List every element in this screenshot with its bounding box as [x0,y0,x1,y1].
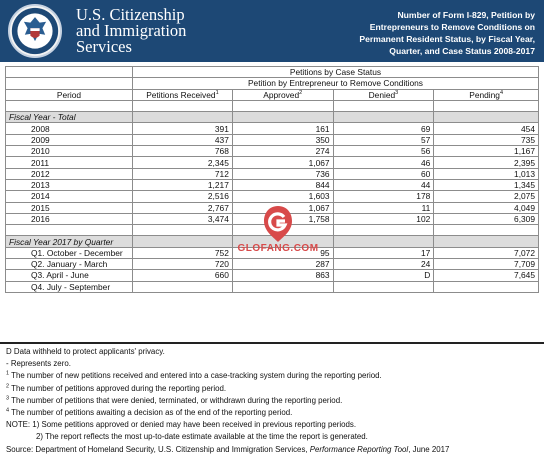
source-text: Source: Department of Homeland Security, U.S. Citizenship and Immigration Services, [6,444,310,454]
footnote-2 [6,383,540,395]
table-row [6,179,539,190]
report-title-line: Entrepreneurs to Remove Conditions on [369,22,535,32]
spacer-cell [434,100,539,111]
footnote-text: The number of petitions approved during the reporting period. [11,383,227,393]
footnote-text: The number of petitions awaiting a decision as of the end of the reporting period. [11,408,293,418]
footnote-marker: 4 [6,407,10,414]
period-cell: 2012 [6,168,133,179]
denied-cell: 57 [333,134,434,145]
received-cell: 720 [132,259,232,270]
received-cell: 2,345 [132,157,232,168]
spacer-row [6,100,539,111]
section-cell [132,236,232,247]
col-label: Denied [368,89,396,100]
received-cell: 3,474 [132,213,232,224]
report-title-line: Permanent Resident Status, by Fiscal Year, [359,34,535,44]
approved-cell: 287 [232,259,333,270]
dhs-seal-icon [8,4,62,58]
section-cell [232,112,333,123]
table-row [6,191,539,202]
period-cell: 2010 [6,146,133,157]
group-header: Petitions by Case Status [132,67,538,78]
received-cell: 712 [132,168,232,179]
col-header-period: Period [6,89,133,100]
pending-cell: 454 [434,123,539,134]
received-cell: 391 [132,123,232,134]
footnote-marker: 3 [6,395,10,402]
note-zero: - Represents zero. [6,359,71,369]
pending-cell: 7,645 [434,270,539,281]
footnote-marker: 4 [499,89,504,96]
denied-cell: 44 [333,179,434,190]
col-header-pending [434,89,539,100]
spacer-cell [333,100,434,111]
period-cell: 2009 [6,134,133,145]
approved-cell: 1,603 [232,191,333,202]
received-cell: 752 [132,247,232,258]
footnote-4 [6,407,540,419]
denied-cell: 69 [333,123,434,134]
denied-cell: 17 [333,247,434,258]
approved-cell: 863 [232,270,333,281]
footnotes [6,346,540,456]
denied-cell: 60 [333,168,434,179]
section-row-total [6,112,539,123]
pending-cell: 6,309 [434,213,539,224]
pending-cell: 1,345 [434,179,539,190]
period-cell: 2016 [6,213,133,224]
table-row [6,123,539,134]
agency-line-1: U.S. Citizenship [76,5,185,24]
note-1: NOTE: 1) Some petitions approved or denied may have been received in previous reporting periods. [6,420,357,430]
spacer-cell [333,225,434,236]
approved-cell: 1,067 [232,202,333,213]
denied-cell: 46 [333,157,434,168]
agency-name [76,7,186,55]
column-header-row [6,89,539,100]
footnote-1 [6,370,540,382]
report-title-line: Number of Form I-829, Petition by [397,10,535,20]
received-cell: 2,767 [132,202,232,213]
period-cell: 2014 [6,191,133,202]
group-header-row [6,67,539,78]
source-title: Performance Reporting Tool [309,444,409,454]
header-blank-cell [6,78,133,89]
footnote-marker: 2 [299,89,303,96]
denied-cell: 102 [333,213,434,224]
pending-cell [434,281,539,292]
section-cell [333,236,434,247]
note-2: 2) The report reflects the most up-to-date estimate available at the time the report is generated. [36,432,368,442]
col-label: Pending [469,89,500,100]
approved-cell: 95 [232,247,333,258]
received-cell: 768 [132,146,232,157]
pending-cell: 1,167 [434,146,539,157]
denied-cell: D [333,270,434,281]
header-blank-cell [6,67,133,78]
spacer-cell [6,225,133,236]
section-cell [434,236,539,247]
received-cell: 1,217 [132,179,232,190]
approved-cell [232,281,333,292]
notes-divider [0,342,544,344]
approved-cell: 1,758 [232,213,333,224]
approved-cell: 274 [232,146,333,157]
footnote-text: The number of new petitions received and entered into a case-tracking system during the reporting period. [11,371,382,381]
col-header-approved [232,89,333,100]
col-header-received [132,89,232,100]
approved-cell: 1,067 [232,157,333,168]
approved-cell: 161 [232,123,333,134]
table-row [6,134,539,145]
denied-cell: 56 [333,146,434,157]
denied-cell [333,281,434,292]
pending-cell: 2,395 [434,157,539,168]
col-label: Approved [263,89,300,100]
sub-header-row [6,78,539,89]
period-cell: Q3. April - June [6,270,133,281]
table-row [6,168,539,179]
received-cell: 2,516 [132,191,232,202]
spacer-cell [232,100,333,111]
section-cell [333,112,434,123]
source-date: , June 2017 [408,444,450,454]
section-cell [132,112,232,123]
footnote-text: The number of petitions that were denied, terminated, or withdrawn during the reporting period. [11,395,343,405]
page-header [0,0,544,62]
pending-cell: 7,072 [434,247,539,258]
denied-cell: 178 [333,191,434,202]
table-row [6,146,539,157]
table-row [6,270,539,281]
col-header-denied [333,89,434,100]
pending-cell: 2,075 [434,191,539,202]
agency-line-2: and Immigration [76,21,187,40]
received-cell: 660 [132,270,232,281]
footnote-marker: 2 [6,382,10,389]
note-withheld: D Data withheld to protect applicants' privacy. [6,347,165,356]
approved-cell: 844 [232,179,333,190]
spacer-cell [132,225,232,236]
spacer-cell [6,100,133,111]
watermark-logo-icon [261,204,295,244]
spacer-cell [434,225,539,236]
report-title-line: Quarter, and Case Status 2008-2017 [389,46,535,56]
report-title [323,9,535,57]
footnote-marker: 3 [395,89,399,96]
pending-cell: 1,013 [434,168,539,179]
period-cell: 2008 [6,123,133,134]
section-cell [434,112,539,123]
period-cell: 2015 [6,202,133,213]
agency-line-3: Services [76,37,132,56]
sub-header: Petition by Entrepreneur to Remove Conditions [132,78,538,89]
denied-cell: 24 [333,259,434,270]
watermark [228,204,328,264]
pending-cell: 735 [434,134,539,145]
table-row [6,157,539,168]
spacer-cell [132,100,232,111]
section-label: Fiscal Year 2017 by Quarter [6,236,133,247]
period-cell: 2011 [6,157,133,168]
table-row [6,281,539,292]
denied-cell: 11 [333,202,434,213]
approved-cell: 736 [232,168,333,179]
received-cell [132,281,232,292]
source-line [6,444,540,456]
period-cell: 2013 [6,179,133,190]
col-label: Petitions Received [146,89,216,100]
footnote-marker: 1 [215,89,219,96]
approved-cell: 350 [232,134,333,145]
period-cell: Q2. January - March [6,259,133,270]
watermark-text: GLOFANG.COM [237,243,319,254]
footnote-marker: 1 [6,370,10,377]
received-cell: 437 [132,134,232,145]
period-cell: Q4. July - September [6,281,133,292]
footnote-3 [6,395,540,407]
pending-cell: 4,049 [434,202,539,213]
pending-cell: 7,709 [434,259,539,270]
section-label: Fiscal Year - Total [6,112,133,123]
period-cell: Q1. October - December [6,247,133,258]
